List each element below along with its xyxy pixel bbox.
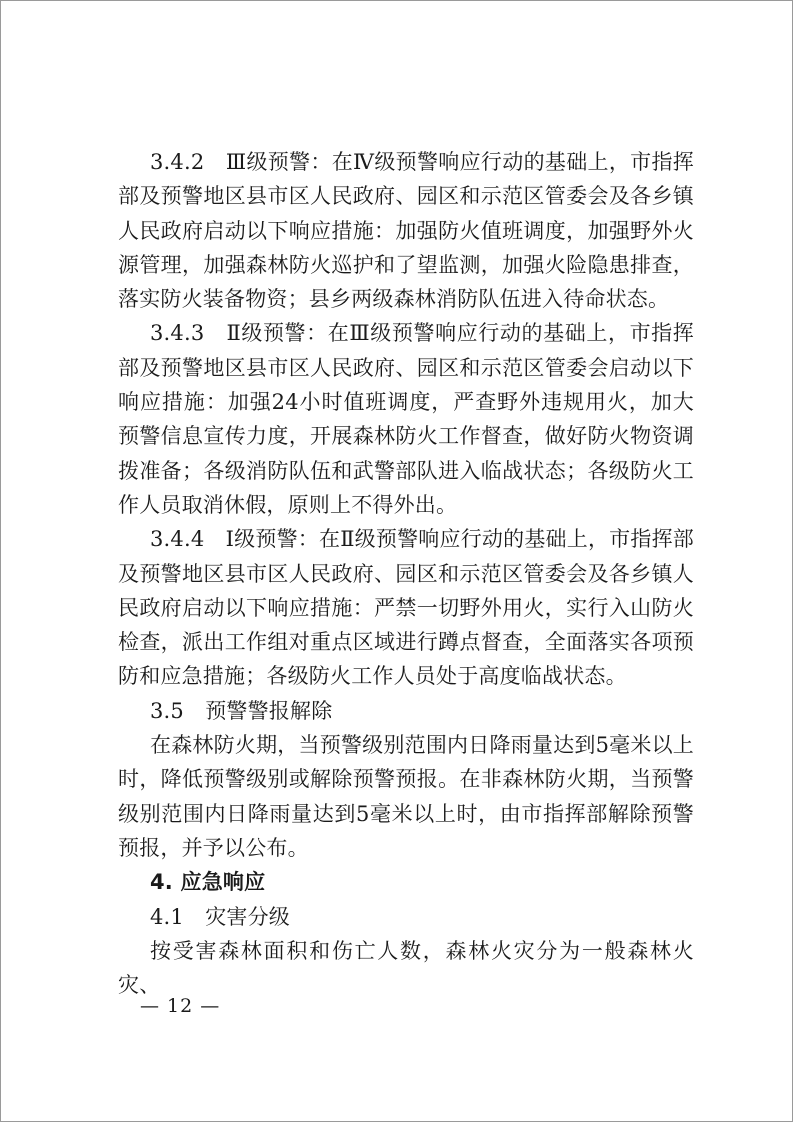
paragraph-3-4-4: 3.4.4 Ⅰ级预警：在Ⅱ级预警响应行动的基础上，市指挥部及预警地区县市区人民政府、园区和示范区管委会及各乡镇人民政府启动以下响应措施：严禁一切野外用火，实行入山防火检查，派出工作组对重点区域进行蹲点督查，全面落实各项预防和应急措施；各级防火工作人员处于高度临战状态。 — [118, 527, 694, 689]
paragraph-3-4-3: 3.4.3 Ⅱ级预警：在Ⅲ级预警响应行动的基础上，市指挥部及预警地区县市区人民政府、园区和示范区管委会启动以下响应措施：加强24小时值班调度，严查野外违规用火，加大预警信息宣传力度，开展森林防火工作督查，做好防火物资调拨准备；各级消防队伍和武警部队进入临战状态；各级防火工作人员取消休假，原则上不得外出。 — [118, 321, 694, 517]
paragraph-4-1-body: 按受害森林面积和伤亡人数，森林火灾分为一般森林火灾、 — [118, 938, 694, 998]
page-number: — 12 — — [140, 995, 221, 1017]
paragraph-3-5-body: 在森林防火期，当预警级别范围内日降雨量达到5毫米以上时，降低预警级别或解除预警预报。在非森林防火期，当预警级别范围内日降雨量达到5毫米以上时，由市指挥部解除预警预报，并予以公布。 — [118, 733, 694, 860]
document-body — [118, 145, 694, 1002]
heading-4: 4. 应急响应 — [150, 870, 266, 895]
paragraph-3-4-2: 3.4.2 Ⅲ级预警：在Ⅳ级预警响应行动的基础上，市指挥部及预警地区县市区人民政府、园区和示范区管委会及各乡镇人民政府启动以下响应措施：加强防火值班调度，加强野外火源管理，加强森林防火巡护和了望监测，加强火险隐患排查，落实防火装备物资；县乡两级森林消防队伍进入待命状态。 — [118, 150, 694, 312]
heading-3-5: 3.5 预警警报解除 — [150, 698, 333, 723]
heading-4-1: 4.1 灾害分级 — [150, 904, 290, 929]
